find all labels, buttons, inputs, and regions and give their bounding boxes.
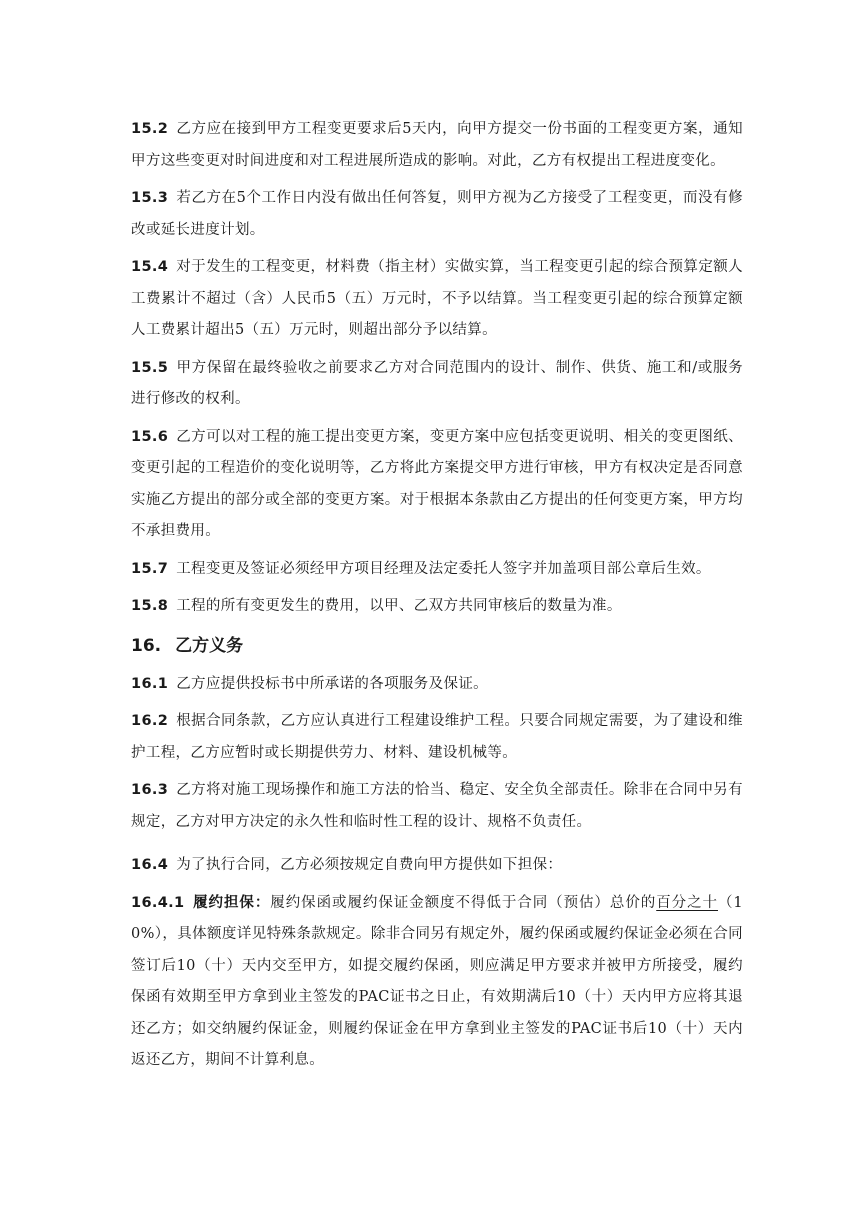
clause-text: 若乙方在5个工作日内没有做出任何答复，则甲方视为乙方接受了工程变更，而没有修改或延长进度计划。 xyxy=(131,190,743,238)
clause-15-6 xyxy=(131,422,743,548)
clause-text: 根据合同条款，乙方应认真进行工程建设维护工程。只要合同规定需要，为了建设和维护工程，乙方应暂时或长期提供劳力、材料、建设机械等。 xyxy=(131,713,743,761)
underlined-term: 百分之十 xyxy=(656,894,718,911)
clause-number: 16.4.1 xyxy=(131,894,185,911)
clause-text: 乙方应提供投标书中所承诺的各项服务及保证。 xyxy=(176,675,489,692)
clause-text: 乙方应在接到甲方工程变更要求后5天内，向甲方提交一份书面的工程变更方案，通知甲方这些变更对时间进度和对工程进展所造成的影响。对此，乙方有权提出工程进度变化。 xyxy=(131,121,743,169)
clause-number: 15.2 xyxy=(131,121,169,137)
clause-15-7 xyxy=(131,554,743,586)
clause-15-5 xyxy=(131,353,743,416)
clause-15-3 xyxy=(131,183,743,246)
clause-number: 16.3 xyxy=(131,782,169,798)
clause-title: 履约担保： xyxy=(192,894,271,911)
section-number: 16. xyxy=(131,635,162,656)
section-heading-16 xyxy=(131,629,743,663)
clause-16-4-1 xyxy=(131,888,743,1077)
clause-16-4 xyxy=(131,850,743,882)
clause-text: 乙方将对施工现场操作和施工方法的恰当、稳定、安全负全部责任。除非在合同中另有规定，乙方对甲方决定的永久性和临时性工程的设计、规格不负责任。 xyxy=(131,782,743,830)
clause-number: 16.4 xyxy=(131,857,169,873)
section-title: 乙方义务 xyxy=(175,635,244,656)
clause-15-4 xyxy=(131,252,743,347)
clause-text: 甲方保留在最终验收之前要求乙方对合同范围内的设计、制作、供货、施工和/或服务进行修改的权利。 xyxy=(131,359,743,407)
clause-16-3 xyxy=(131,775,743,838)
clause-16-1 xyxy=(131,669,743,701)
clause-number: 16.1 xyxy=(131,675,169,692)
document-body xyxy=(131,114,743,1083)
clause-number: 15.8 xyxy=(131,598,169,614)
clause-number: 16.2 xyxy=(131,713,169,729)
clause-number: 15.4 xyxy=(131,259,169,275)
clause-text: 对于发生的工程变更，材料费（指主材）实做实算，当工程变更引起的综合预算定额人工费累计不超过（含）人民币5（五）万元时，不予以结算。当工程变更引起的综合预算定额人工费累计超出5（五）万元时，则超出部分予以结算。 xyxy=(131,259,743,338)
clause-15-2 xyxy=(131,114,743,177)
clause-number: 15.6 xyxy=(131,428,169,445)
clause-text: 工程的所有变更发生的费用，以甲、乙双方共同审核后的数量为准。 xyxy=(176,598,622,614)
clause-text: 为了执行合同，乙方必须按规定自费向甲方提供如下担保： xyxy=(176,857,563,873)
clause-text-b: （10%），具体额度详见特殊条款规定。除非合同另有规定外，履约保函或履约保证金必须在合同签订后10（十）天内交至甲方，如提交履约保函，则应满足甲方要求并被甲方所接受，履约保函有效期至甲方拿到业主签发的PAC证书之日止，有效期满后10（十）天内甲方应将其退还乙方；如交纳履约保证金，则履约保证金在甲方拿到业主签发的PAC证书后10（十）天内返还乙方，期间不计算利息。 xyxy=(131,894,743,1068)
clause-text: 工程变更及签证必须经甲方项目经理及法定委托人签字并加盖项目部公章后生效。 xyxy=(176,560,711,577)
clause-text: 乙方可以对工程的施工提出变更方案，变更方案中应包括变更说明、相关的变更图纸、变更引起的工程造价的变化说明等，乙方将此方案提交甲方进行审核，甲方有权决定是否同意实施乙方提出的部分或全部的变更方案。对于根据本条款由乙方提出的任何变更方案，甲方均不承担费用。 xyxy=(131,428,743,539)
clause-number: 15.5 xyxy=(131,359,169,376)
clause-number: 15.7 xyxy=(131,560,169,577)
clause-number: 15.3 xyxy=(131,190,169,206)
clause-15-8 xyxy=(131,591,743,623)
clause-16-2 xyxy=(131,706,743,769)
clause-text-a: 履约保函或履约保证金额度不得低于合同（预估）总价的 xyxy=(270,894,657,911)
